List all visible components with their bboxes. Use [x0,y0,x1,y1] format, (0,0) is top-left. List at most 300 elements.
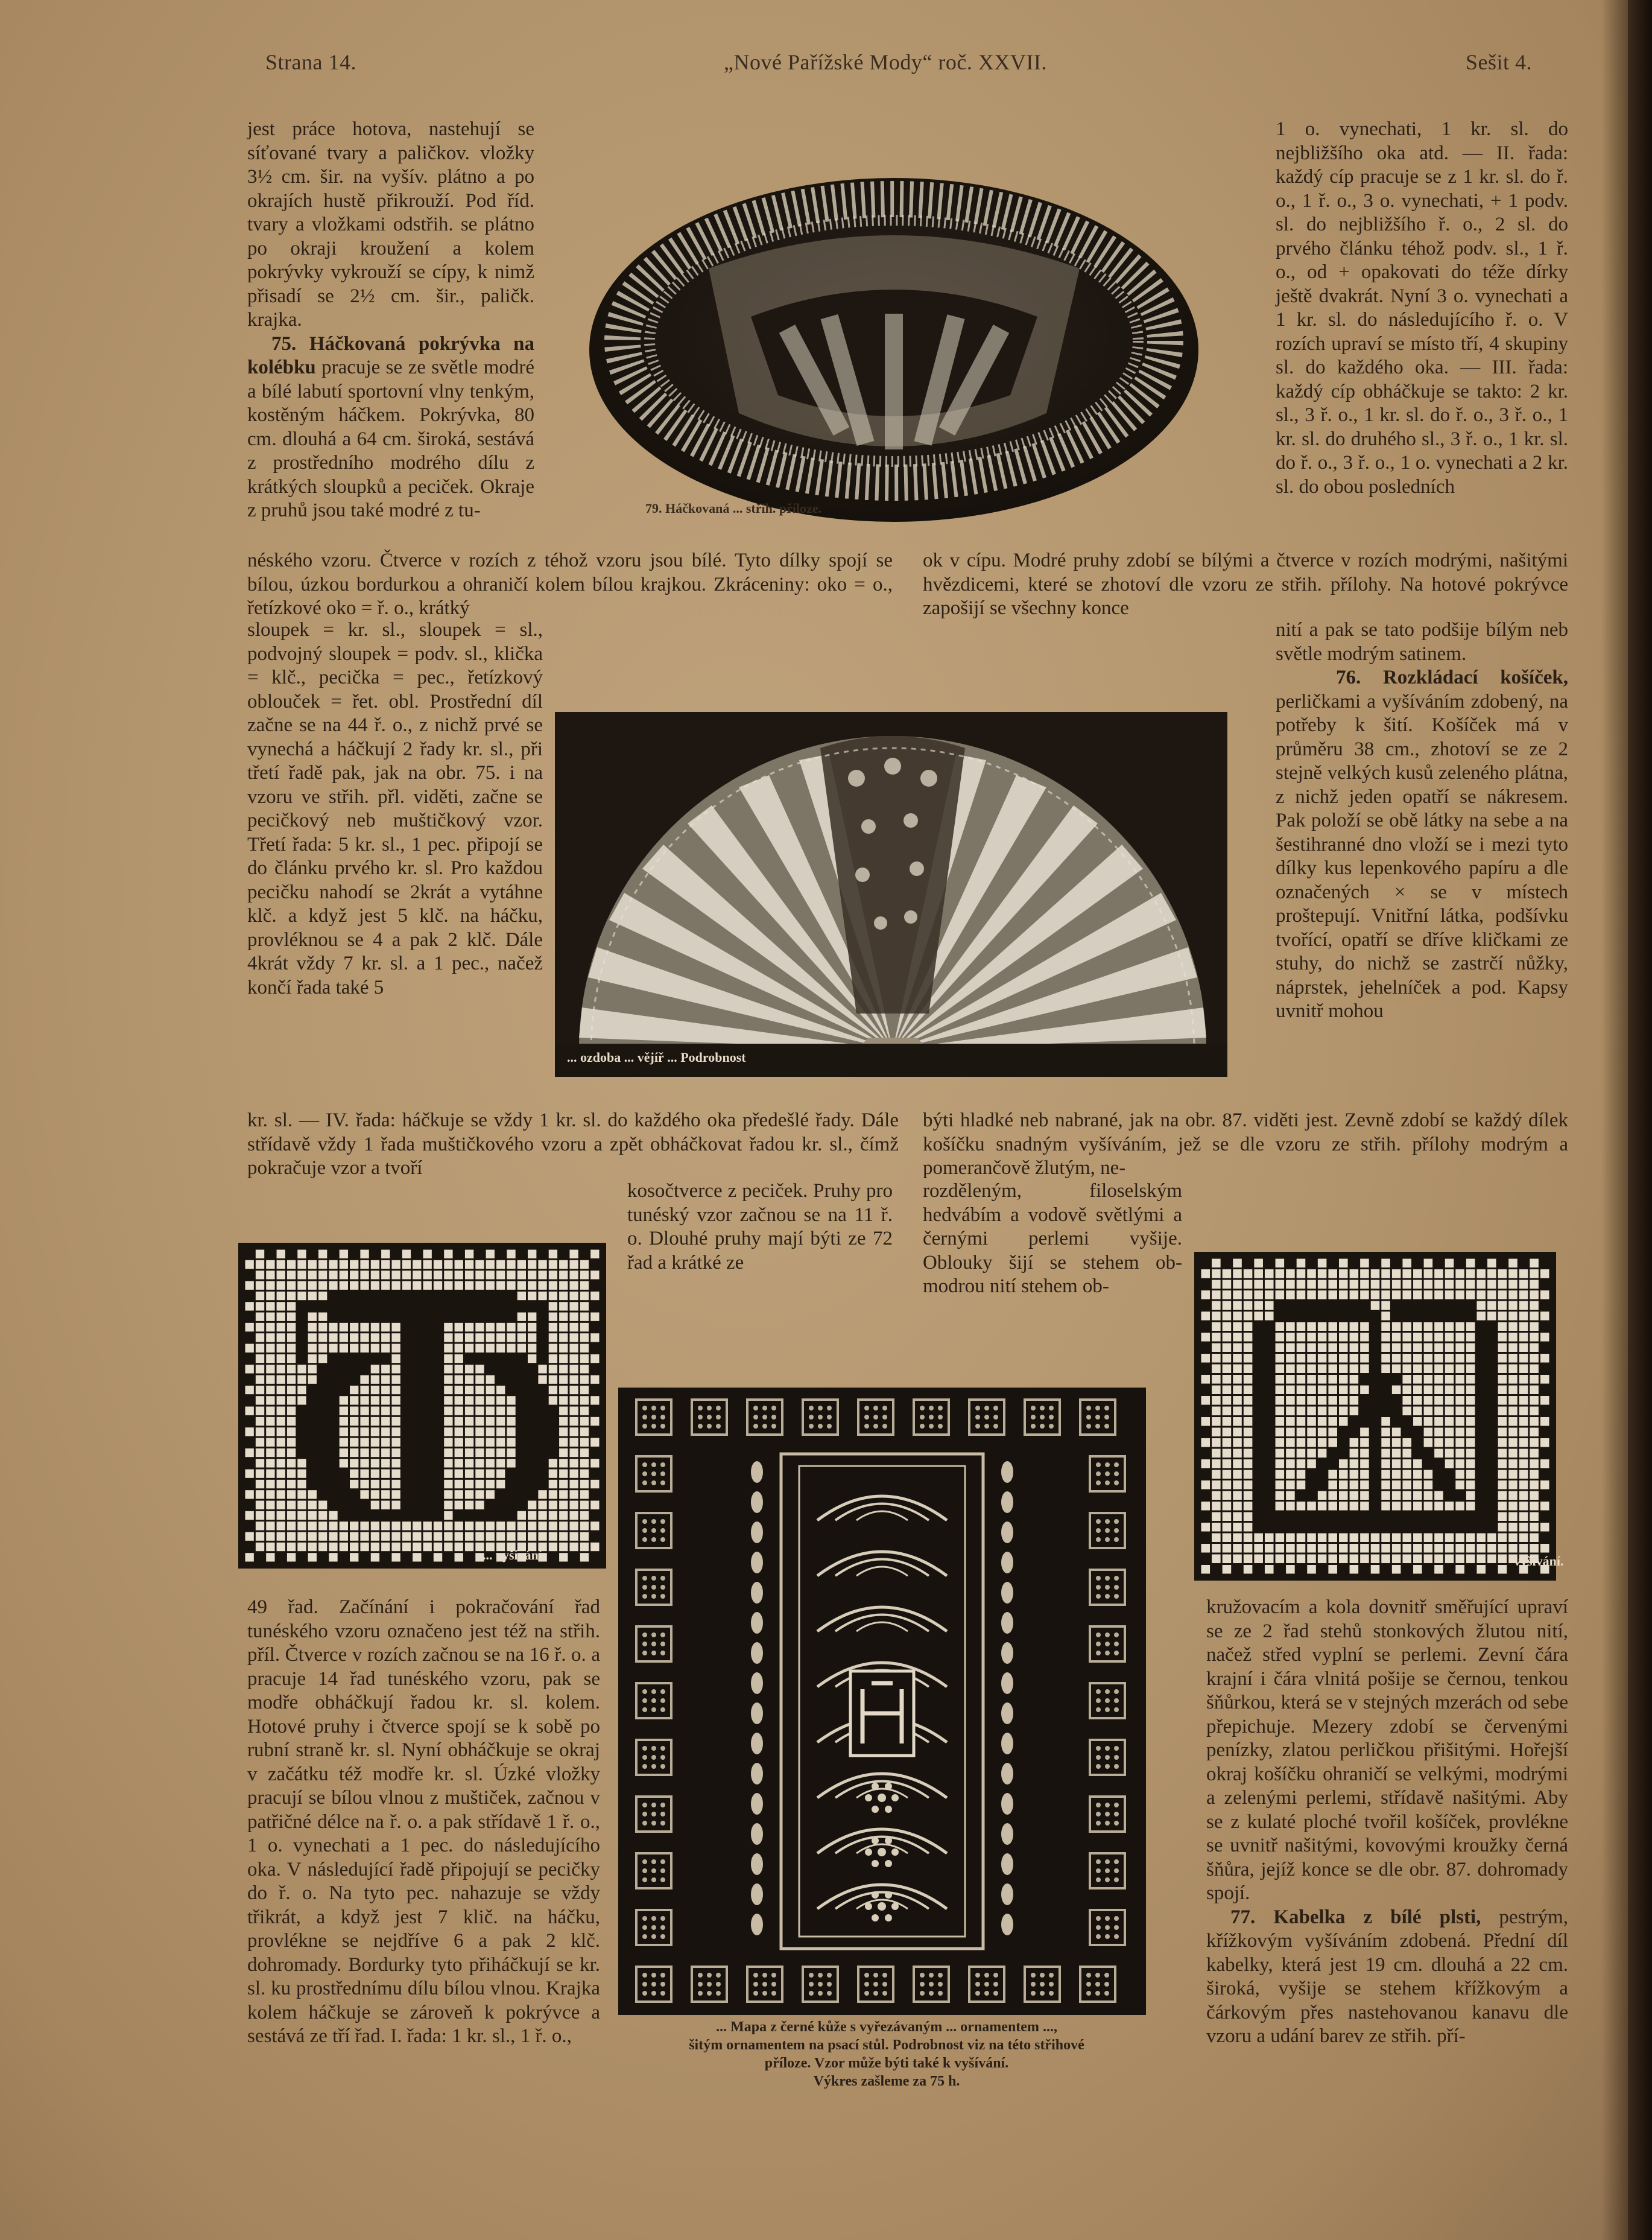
text-col-left-mid [247,618,543,1000]
grid-cell [1265,1312,1274,1321]
grid-cell [549,1302,557,1310]
paragraph: rozděleným, filoselským hedvábím a vodově světlými a černými perlemi vyšije. Oblouky šijí se stehem ob- modrou nití stehem ob- [923,1180,1182,1297]
map-leaf [751,1763,763,1785]
grid-cell [569,1511,578,1520]
grid-cell [569,1365,578,1373]
grid-cell [1424,1333,1433,1342]
grid-cell [391,1407,400,1415]
grid-cell [1276,1502,1285,1511]
grid-cell [1487,1534,1496,1543]
grid-cell [266,1354,274,1363]
grid-cell [486,1459,495,1467]
map-dot [1114,1746,1119,1751]
map-dot [660,1689,665,1694]
grid-cell [1455,1534,1464,1543]
grid-cell [266,1386,274,1394]
grid-cell [329,1511,337,1520]
grid-cell [413,1532,421,1541]
grid-cell [308,1521,317,1530]
grid-cell [1328,1428,1337,1437]
grid-cell [455,1480,463,1488]
grid-cell [1508,1523,1517,1532]
grid-cell [297,1281,306,1290]
grid-cell [329,1553,337,1561]
grid-cell [590,1313,599,1321]
grid-cell [297,1459,306,1467]
map-dot [642,1528,647,1533]
grid-cell [455,1448,463,1457]
grid-cell [1466,1449,1475,1458]
grid-cell [559,1396,568,1404]
grid-cell [1424,1491,1433,1500]
grid-cell [1233,1259,1242,1268]
paragraph-77 [1206,1906,1568,2049]
grid-cell [1424,1280,1433,1289]
grid-cell [1223,1438,1232,1447]
grid-cell [1339,1354,1348,1363]
grid-cell [1487,1555,1496,1564]
grid-cell [1286,1491,1295,1500]
grid-cell [340,1396,348,1404]
map-dot [771,1991,776,1996]
grid-cell [391,1333,400,1342]
grid-cell [1498,1375,1507,1384]
grid-cell [371,1532,379,1541]
grid-cell [287,1375,296,1384]
grid-cell [580,1271,589,1279]
paragraph: néského vzoru. Čtverce v rozích z téhož vzoru jsou bílé. Tyto dílky spojí se bílou, úzkou bordurkou a ohraničí kolem bílou krajkou. Zkráceniny: oko = o., řetízkové oko = ř. o., krátký [247,550,893,619]
map-dot [651,1642,656,1646]
monogram-right-caption: vyšívání. [1514,1553,1564,1569]
grid-cell [1286,1365,1295,1374]
grid-cell [455,1532,463,1541]
grid-cell [1498,1565,1507,1574]
grid-cell [1498,1428,1507,1437]
grid-cell [371,1480,379,1488]
grid-cell [381,1344,390,1353]
grid-cell [318,1344,327,1353]
map-dot [873,1991,878,1996]
map-dot [864,1424,869,1429]
grid-cell [308,1511,317,1520]
grid-cell [308,1543,317,1551]
grid-cell [391,1417,400,1426]
grid-cell [1381,1333,1390,1342]
grid-cell [329,1323,337,1331]
grid-cell [549,1281,557,1290]
figure-monogram-right [1194,1252,1556,1581]
grid-cell [266,1459,274,1467]
grid-cell [1508,1259,1517,1268]
map-caption-line: Výkres zašleme za 75 h. [813,2073,960,2089]
grid-cell [1424,1269,1433,1278]
map-flower-dot [865,1903,872,1910]
grid-cell [1508,1301,1517,1310]
grid-cell [1402,1333,1411,1342]
grid-cell [444,1438,452,1447]
grid-cell [308,1344,317,1353]
grid-cell [1244,1375,1253,1384]
grid-cell [277,1354,285,1363]
grid-cell [1498,1470,1507,1479]
grid-cell [329,1344,337,1353]
figure-monogram-left [238,1243,606,1569]
grid-cell [381,1375,390,1384]
grid-cell [549,1386,557,1394]
map-dot [920,1424,925,1429]
map-dot [1086,1406,1091,1410]
map-dot [651,1764,656,1769]
grid-cell [277,1281,285,1290]
map-flower-dot [885,1837,892,1844]
map-dot [651,1991,656,1996]
grid-cell [1498,1523,1507,1532]
grid-cell [444,1417,452,1426]
map-dot [1114,1462,1119,1467]
grid-cell [569,1417,578,1426]
map-dot [1031,1415,1036,1420]
map-leaf [751,1552,763,1573]
grid-cell [507,1281,515,1290]
grid-cell [1455,1438,1464,1447]
grid-cell [256,1438,264,1447]
grid-cell [266,1292,274,1300]
grid-cell [549,1354,557,1363]
grid-cell [1339,1480,1348,1490]
grid-cell [1381,1344,1390,1353]
map-dot [809,1973,814,1978]
map-flower-dot [885,1860,892,1867]
grid-cell [1498,1555,1507,1564]
grid-cell [1424,1386,1433,1395]
grid-cell [1233,1290,1242,1299]
grid-cell [1413,1386,1422,1395]
grid-cell [1244,1555,1253,1564]
grid-cell [1392,1428,1401,1437]
grid-cell [1212,1333,1221,1342]
grid-cell [1424,1417,1433,1426]
grid-cell [1402,1438,1411,1447]
grid-cell [1350,1354,1359,1363]
grid-cell [1318,1386,1327,1395]
grid-cell [1498,1417,1507,1426]
grid-cell [381,1417,390,1426]
grid-cell [1413,1280,1422,1289]
grid-cell [1381,1312,1390,1321]
grid-cell [455,1438,463,1447]
grid-cell [381,1490,390,1499]
grid-cell [391,1470,400,1478]
grid-cell [538,1521,546,1530]
grid-cell [1328,1290,1337,1299]
map-dot [929,1991,934,1996]
grid-cell [559,1448,568,1457]
grid-cell [1508,1417,1517,1426]
grid-cell [1350,1502,1359,1511]
grid-cell [496,1386,505,1394]
map-dot [762,1973,767,1978]
grid-cell [496,1480,505,1488]
grid-cell [1508,1344,1517,1353]
map-flower-dot [891,1848,899,1856]
grid-cell [434,1532,442,1541]
map-dot [753,1424,758,1429]
grid-cell [528,1250,536,1258]
grid-cell [434,1543,442,1551]
grid-cell [1455,1290,1464,1299]
grid-cell [517,1344,526,1353]
grid-cell [1402,1322,1411,1331]
grid-cell [496,1260,505,1269]
grid-cell [1530,1333,1539,1342]
grid-cell [455,1354,463,1363]
grid-cell [1223,1449,1232,1458]
grid-cell [580,1344,589,1353]
grid-cell [402,1271,411,1279]
grid-cell [1212,1459,1221,1468]
grid-cell [1307,1428,1316,1437]
map-leaf [1001,1582,1013,1604]
grid-cell [569,1375,578,1384]
grid-cell [1445,1555,1454,1564]
map-dot [1040,1415,1045,1420]
map-dot [1114,1934,1119,1939]
grid-cell [256,1313,264,1321]
grid-cell [1445,1407,1454,1416]
map-dot [707,1991,712,1996]
grid-cell [1530,1375,1539,1384]
grid-cell [1424,1365,1433,1374]
map-dot [651,1424,656,1429]
grid-cell [528,1313,536,1321]
grid-cell [371,1333,379,1342]
grid-cell [549,1501,557,1509]
map-dot [660,1632,665,1637]
grid-cell [1350,1555,1359,1564]
grid-cell [1244,1523,1253,1532]
map-dot [651,1982,656,1987]
grid-cell [1244,1269,1253,1278]
grid-cell [486,1532,495,1541]
grid-cell [1530,1449,1539,1458]
grid-cell [1530,1312,1539,1321]
grid-cell [444,1543,452,1551]
grid-cell [391,1448,400,1457]
grid-cell [590,1375,599,1384]
grid-cell [1455,1354,1464,1363]
grid-cell [1297,1544,1306,1553]
map-dot [1114,1916,1119,1921]
grid-cell [580,1333,589,1342]
grid-cell [496,1459,505,1467]
grid-cell [340,1543,348,1551]
grid-cell [1392,1534,1401,1543]
map-dot [660,1519,665,1524]
grid-cell [559,1260,568,1269]
grid-cell [1392,1438,1401,1447]
grid-cell [1381,1417,1390,1426]
grid-cell [1508,1512,1517,1521]
map-dot [1105,1594,1110,1599]
grid-cell [360,1281,369,1290]
grid-cell [1212,1301,1221,1310]
grid-cell [1476,1544,1486,1553]
grid-cell [423,1532,432,1541]
grid-cell [287,1333,296,1342]
grid-cell [549,1543,557,1551]
grid-cell [1286,1344,1295,1353]
grid-cell [381,1281,390,1290]
grid-cell [277,1292,285,1300]
grid-cell [340,1417,348,1426]
grid-cell [559,1333,568,1342]
grid-cell [266,1407,274,1415]
grid-cell [1476,1269,1486,1278]
map-dot [1114,1755,1119,1760]
map-dot [1096,1651,1101,1655]
paragraph-text: perličkami a vyšíváním zdobený, na potřeby k šití. Košíček má v průměru 38 cm., zhotoví se ze 2 stejně velkých kusů zeleného plátna, z nichž jeden opatří se nákresem. Pak položí se obě látky na sebe a na šestihranné dno vloží se i mezi tyto dílky kus lepenkového papíru a dle označených × se v místech proštepují. Vnitřní látka, podšívku tvořící, opatří se dříve kličkami ze stuhy, do nichž se zastrčí nůžky, náprstek, jehelníček a pod. Kapsy uvnitř mohou [1276,690,1568,1022]
map-dot [1114,1689,1119,1694]
map-dot [642,1594,647,1599]
map-dot [651,1651,656,1655]
grid-cell [1530,1322,1539,1331]
journal-title: „Nové Pařížské Mody“ roč. XXVII. [724,50,1047,74]
grid-cell [1434,1438,1443,1447]
grid-cell [1318,1333,1327,1342]
grid-cell [277,1386,285,1394]
grid-cell [1402,1555,1411,1564]
grid-cell [1297,1438,1306,1447]
grid-cell [486,1333,495,1342]
grid-cell [1519,1333,1528,1342]
grid-cell [559,1354,568,1363]
grid-cell [287,1407,296,1415]
grid-cell [569,1470,578,1478]
grid-cell [245,1302,254,1310]
grid-cell [1328,1365,1337,1374]
grid-cell [517,1260,526,1269]
grid-cell [297,1511,306,1520]
map-dot [809,1415,814,1420]
map-dot [716,1406,721,1410]
grid-cell [1223,1344,1232,1353]
grid-cell [486,1521,495,1530]
book-spine [1628,0,1652,2240]
map-dot [1105,1707,1110,1712]
grid-cell [1350,1565,1359,1574]
grid-cell [297,1386,306,1394]
grid-cell [1201,1459,1211,1468]
grid-cell [1328,1491,1337,1500]
grid-cell [277,1448,285,1457]
grid-cell [1223,1290,1232,1299]
map-dot [716,1982,721,1987]
grid-cell [496,1417,505,1426]
grid-cell [1307,1375,1316,1384]
grid-cell [381,1427,390,1436]
map-dot [827,1982,832,1987]
grid-cell [381,1480,390,1488]
grid-cell [1233,1333,1242,1342]
grid-cell [528,1501,536,1509]
grid-cell [465,1438,473,1447]
grid-cell [465,1417,473,1426]
map-dot [1031,1991,1036,1996]
grid-cell [287,1521,296,1530]
map-leaf [751,1702,763,1724]
grid-cell [1519,1344,1528,1353]
grid-cell [371,1281,379,1290]
grid-cell [360,1438,369,1447]
grid-cell [1381,1459,1390,1468]
map-dot [1104,1415,1109,1420]
grid-cell [569,1344,578,1353]
grid-cell [549,1396,557,1404]
map-dot [1114,1537,1119,1542]
grid-cell [1402,1386,1411,1395]
map-dot [1086,1991,1091,1996]
grid-cell [1244,1301,1253,1310]
grid-cell [1286,1269,1295,1278]
grid-cell [1424,1259,1433,1268]
grid-cell [1445,1333,1454,1342]
map-dot [809,1982,814,1987]
grid-cell [1466,1555,1475,1564]
grid-cell [1233,1375,1242,1384]
grid-cell [1381,1544,1390,1553]
map-dot [1095,1424,1100,1429]
grid-cell [1265,1280,1274,1289]
map-dot [882,1982,887,1987]
grid-cell [350,1470,358,1478]
grid-cell [1434,1269,1443,1278]
grid-cell [1540,1417,1549,1426]
grid-cell [245,1427,254,1436]
grid-cell [1212,1396,1221,1405]
grid-cell [266,1302,274,1310]
grid-cell [507,1323,515,1331]
grid-cell [277,1313,285,1321]
grid-cell [444,1365,452,1373]
grid-cell [1223,1322,1232,1331]
grid-cell [1455,1565,1464,1574]
map-dot [1096,1594,1101,1599]
grid-cell [1350,1459,1359,1468]
map-dot [1114,1698,1119,1703]
grid-cell [371,1260,379,1269]
grid-cell [266,1417,274,1426]
grid-cell [1498,1480,1507,1490]
grid-cell [1487,1544,1496,1553]
grid-cell [1265,1544,1274,1553]
grid-cell [350,1459,358,1467]
map-dot [716,1415,721,1420]
grid-cell [1371,1565,1380,1574]
grid-cell [1466,1269,1475,1278]
map-dot [1104,1424,1109,1429]
grid-cell [455,1344,463,1353]
grid-cell [256,1459,264,1467]
map-dot [651,1519,656,1524]
grid-cell [444,1480,452,1488]
grid-cell [297,1543,306,1551]
grid-cell [1434,1502,1443,1511]
map-dot [1096,1746,1101,1751]
grid-cell [444,1490,452,1499]
grid-cell [391,1480,400,1488]
map-dot [938,1982,943,1987]
map-dot [642,1632,647,1637]
